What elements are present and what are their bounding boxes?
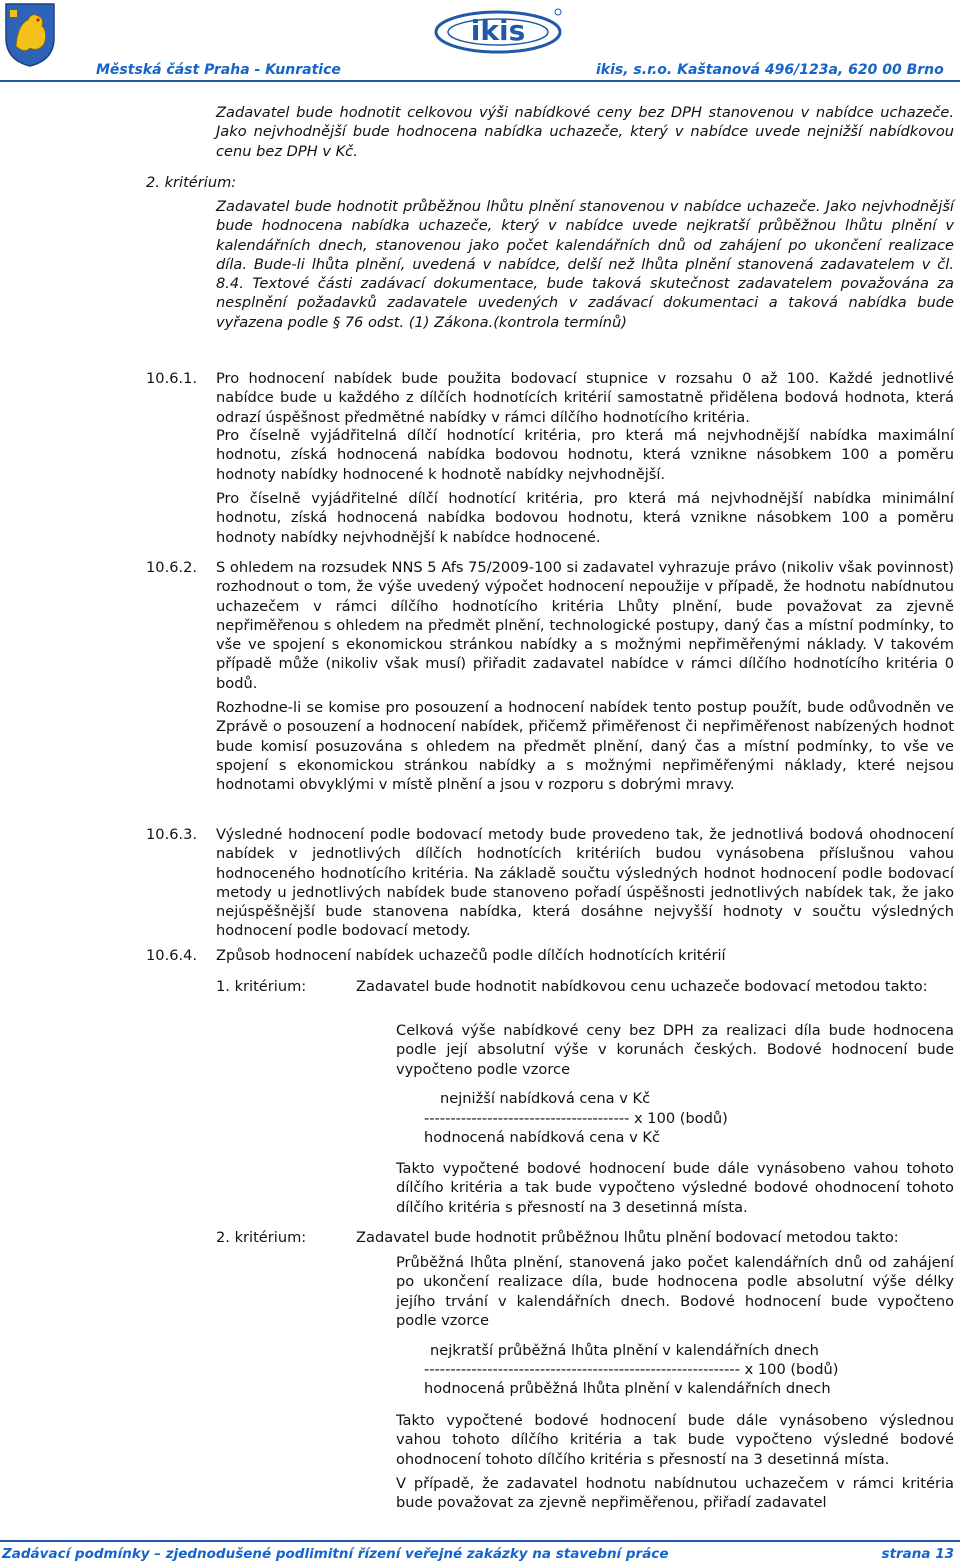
footer-page-number: strana 13 — [881, 1546, 954, 1562]
section-number-10-6-3: 10.6.3. — [146, 826, 198, 843]
logo-text: ikis — [470, 14, 526, 47]
k1-formula-numerator: nejnižší nabídková cena v Kč — [440, 1090, 651, 1107]
section-10-6-2-text: S ohledem na rozsudek NNS 5 Afs 75/2009-100 si zadavatel vyhrazuje právo (nikoliv však povinnost) rozhodnout o tom, že výše uvedený výpočet hodnocení nepoužije v případě, že hodnotu nabídnutou uchazečem v rámci dílčího hodnotícího kritéria Lhůty plnění, bude považovat za zjevně nepřiměřenou s ohledem na předmět plnění, technologické postupy, daný čas a místní podmínky, to vše ve spojení s ekonomickou stránkou nabídky a s možnými nepřiměřenými náklady. V takovém případě může (nikoliv však musí) přiřadit zadavatel nabídce v rámci dílčího hodnotícího kritéria 0 bodů. — [216, 559, 954, 692]
page-header — [0, 0, 960, 80]
k2-formula-fraction-line: ------------------------------------------------------------ x 100 (bodů) — [424, 1361, 839, 1378]
header-municipality: Městská část Praha - Kunratice — [96, 62, 341, 78]
k2-weighting-note: Takto vypočtené bodové hodnocení bude dále vynásobeno výslednou vahou tohoto dílčího kritéria a tak bude vypočteno výsledné bodové ohodnocení tohoto dílčího kritéria s přesností na 3 desetinná místa. — [396, 1412, 954, 1468]
section-10-6-1-para-max: Pro číselně vyjádřitelná dílčí hodnotící kritéria, pro která má nejvhodnější nabídka maximální hodnotu, získá hodnocená nabídka bodovou hodnotu, která vznikne násobkem 100 a poměru hodnoty nabídky hodnocené k hodnotě nabídky nejvhodnější. — [216, 427, 954, 483]
k1-description: Celková výše nabídkové ceny bez DPH za realizaci díla bude hodnocena podle její absolutní výše v korunách českých. Bodové hodnocení bude vypočteno podle vzorce — [396, 1022, 954, 1078]
section-10-6-3-text: Výsledné hodnocení podle bodovací metody bude provedeno tak, že jednotlivá bodová ohodnocení nabídek v jednotlivých dílčích hodnotících kritériích budou vynásobena příslušnou vahou hodnoceného hodnotícího kritéria. Na základě součtu výsledných hodnot hodnocení podle bodovací metody u jednotlivých nabídek bude stanoveno pořadí úspěšnosti jednotlivých nabídek tak, že jako nejúspěšnější bude stanovena nabídka, která dosáhne nejvyšší hodnoty v součtu výsledných hodnocení podle bodovací metody. — [216, 826, 954, 940]
section-10-6-1-para-min: Pro číselně vyjádřitelné dílčí hodnotící kritéria, pro která má nejvhodnější nabídka minimální hodnotu, získá hodnocená nabídka bodovou hodnotu, která vznikne násobkem 100 a poměru hodnoty nabídky nejvhodnější k nabídce hodnocené. — [216, 490, 954, 546]
k2-description: Průběžná lhůta plnění, stanovená jako počet kalendářních dnů od zahájení po ukončení realizace díla, bude hodnocena podle absolutní výše délky jejího trvání v kalendářních dnech. Bodové hodnocení bude vypočteno podle vzorce — [396, 1254, 954, 1329]
criterion-1-text: Zadavatel bude hodnotit celkovou výši nabídkové ceny bez DPH stanovenou v nabídce uchazeče. Jako nejvhodnější bude hodnocena nabídka uchazeče, který v nabídce uvede nejnižší nabídkovou cenu bez DPH v Kč. — [216, 104, 954, 160]
k1-label: 1. kritérium: — [216, 978, 307, 995]
k2-label: 2. kritérium: — [216, 1229, 307, 1246]
header-company-address: ikis, s.r.o. Kaštanová 496/123a, 620 00 Brno — [596, 62, 944, 78]
k1-weighting-note: Takto vypočtené bodové hodnocení bude dále vynásobeno vahou tohoto dílčího kritéria a tak bude vypočteno výsledné bodové ohodnocení tohoto dílčího kritéria s přesností na 3 desetinná místa. — [396, 1160, 954, 1216]
k2-text: Zadavatel bude hodnotit průběžnou lhůtu plnění bodovací metodou takto: — [356, 1229, 899, 1246]
ikis-logo-icon — [428, 2, 568, 62]
k2-formula-numerator: nejkratší průběžná lhůta plnění v kalendářních dnech — [430, 1342, 819, 1359]
coat-of-arms-icon — [2, 2, 58, 68]
footer-document-title: Zadávací podmínky – zjednodušené podlimitní řízení veřejné zakázky na stavební práce — [2, 1546, 669, 1562]
k2-formula-denominator: hodnocená průběžná lhůta plnění v kalendářních dnech — [424, 1380, 831, 1397]
section-number-10-6-1: 10.6.1. — [146, 370, 198, 387]
k1-text: Zadavatel bude hodnotit nabídkovou cenu uchazeče bodovací metodou takto: — [356, 978, 928, 995]
k2-unreasonable-note: V případě, že zadavatel hodnotu nabídnutou uchazečem v rámci kritéria bude považovat za zjevně nepřiměřenou, přiřadí zadavatel — [396, 1475, 954, 1512]
section-10-6-2-para: Rozhodne-li se komise pro posouzení a hodnocení nabídek tento postup použít, bude odůvodněn ve Zprávě o posouzení a hodnocení nabídek, přičemž přiměřenost či nepřiměřenost nabízených hodnot bude komisí posuzována s ohledem na předmět plnění, daný čas a místní podmínky, to vše ve spojení s ekonomickou stránkou nabídky a s možnými nepřiměřenými náklady, které nejsou hodnotami obvyklými v místě plnění a jsou v rozporu s dobrými mravy. — [216, 699, 954, 794]
criterion-2-label: 2. kritérium: — [146, 174, 237, 191]
footer-divider — [0, 1540, 960, 1542]
k1-formula-fraction-line: --------------------------------------- x 100 (bodů) — [424, 1110, 728, 1127]
section-10-6-4-title: Způsob hodnocení nabídek uchazečů podle dílčích hodnotících kritérií — [216, 947, 726, 964]
section-10-6-1-text: Pro hodnocení nabídek bude použita bodovací stupnice v rozsahu 0 až 100. Každé jednotlivé nabídce bude u každého z dílčích hodnotících kritérií samostatně přidělena bodová hodnota, která odrazí úspěšnost předmětné nabídky v rámci dílčího hodnotícího kritéria. — [216, 370, 954, 426]
header-divider — [0, 80, 960, 82]
section-number-10-6-2: 10.6.2. — [146, 559, 198, 576]
k1-formula-denominator: hodnocená nabídková cena v Kč — [424, 1129, 661, 1146]
criterion-2-text: Zadavatel bude hodnotit průběžnou lhůtu plnění stanovenou v nabídce uchazeče. Jako nejvhodnější bude hodnocena nabídka uchazeče, který v nabídce uvede nejkratší průběžnou lhůtu plnění v kalendářních dnech, stanovenou jako počet kalendářních dnů od zahájení po ukončení realizace díla. Bude-li lhůta plnění, uvedená v nabídce, delší než lhůta plnění stanovená zadavatelem v čl. 8.4. Textové části zadávací dokumentace, bude taková skutečnost zadavatelem považována za nesplnění požadavků zadavatele uvedených v zadávací dokumentaci a taková nabídka bude vyřazena podle § 76 odst. (1) Zákona.(kontrola termínů) — [216, 198, 954, 331]
section-number-10-6-4: 10.6.4. — [146, 947, 198, 964]
